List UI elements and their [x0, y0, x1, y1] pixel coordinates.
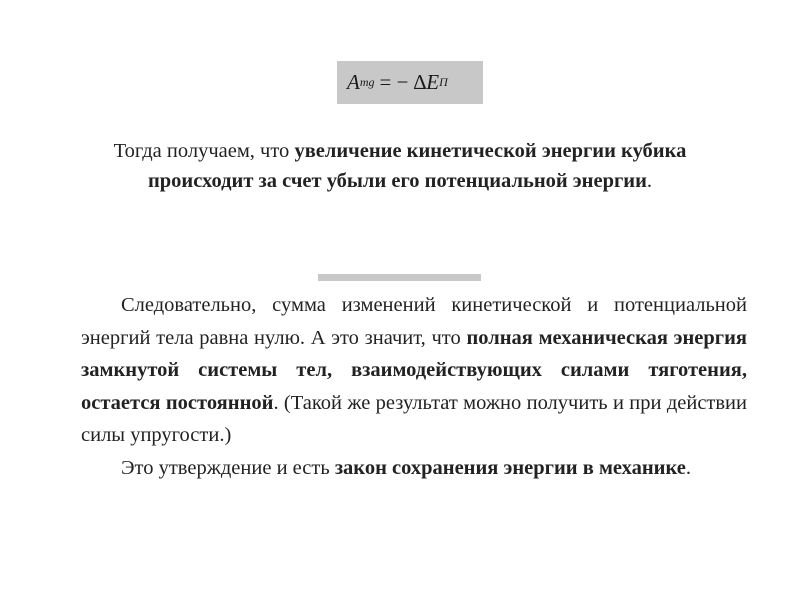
formula-rhs: E [426, 70, 440, 94]
energy-sum-paragraph [81, 289, 747, 452]
energy-sum-text-2: . (Такой же результат можно получить и при действии силы упругости.) [81, 391, 747, 446]
formula-delta: ∆ [413, 70, 427, 94]
formula-image [337, 61, 483, 104]
conclusion-text-1: Тогда получаем, что [113, 140, 295, 162]
divider-bar [318, 274, 481, 281]
formula-equals-minus: = − [379, 70, 409, 94]
conservation-text-2: . [685, 456, 691, 479]
conclusion-paragraph [100, 136, 700, 196]
formula-rhs-subscript: П [439, 75, 448, 89]
main-text-block [81, 289, 747, 484]
energy-sum-text-1: Следовательно, сумма изменений кинетической и потенциальной энергий тела равна нулю. А это значит, что [81, 294, 747, 349]
formula-lhs: A [347, 70, 360, 94]
conservation-text-1: Это утверждение и есть [121, 456, 335, 479]
energy-sum-bold-text: полная механическая энергия замкнутой системы тел, взаимодействующих силами тяготения, остается постоянной [81, 326, 748, 414]
conservation-bold-text: закон сохранения энергии в механике [334, 456, 686, 479]
conclusion-text-2: . [646, 170, 653, 192]
conservation-law-paragraph [81, 452, 747, 485]
conclusion-bold-text: увеличение кинетической энергии кубика происходит за счет убыли его потенциальной энергии [147, 140, 687, 192]
formula-lhs-subscript: mg [359, 75, 375, 89]
